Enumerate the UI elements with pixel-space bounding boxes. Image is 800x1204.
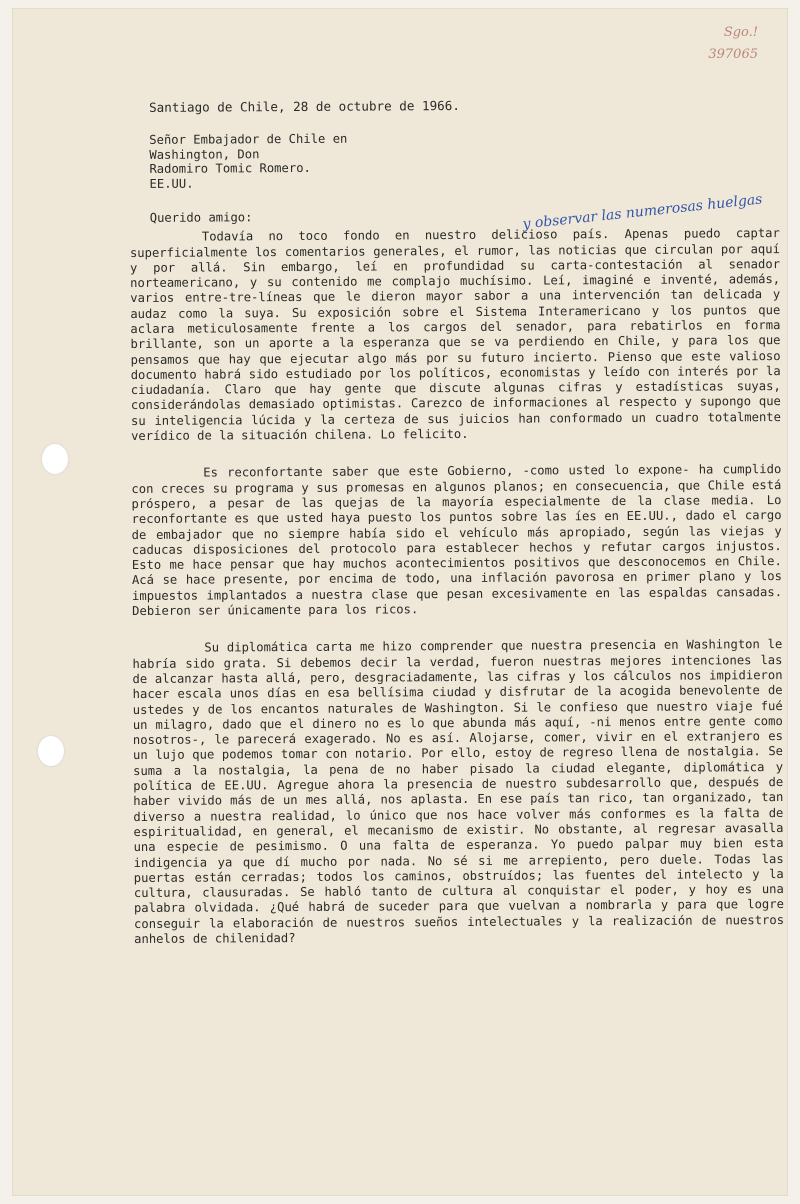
letter-page bbox=[12, 8, 788, 1196]
punch-hole bbox=[42, 444, 68, 474]
address-line: EE.UU. bbox=[149, 176, 194, 191]
recipient-address bbox=[149, 129, 779, 190]
greeting: Querido amigo: bbox=[149, 210, 253, 225]
paragraph-text: Es reconfortante saber que este Gobierno, -como usted lo expone- ha cumplido con creces su programa y sus promesas en algunos planos; en consecuencia, que Chile está próspero, a pesar de las quejas de la mayoría especialmente de la clase media. Lo reconfortante es que usted haya puesto los puntos sobre las íes en EE.UU., dado el cargo de embajador que no siempre había sido el vehículo más apropiado, según las viejas y caducas disposiciones del protocolo para establecer hechos y refutar cargos injustos. Esto me hace pensar que hay muchos acontecimientos positivos que desconocemos en Chile. Acá se hace presente, por encima de todo, una inflación pavorosa en primer plano y los impuestos implantados a nuestra clase que pesan excesivamente en las espaldas cansadas. Debieron ser únicamente para los ricos. bbox=[131, 462, 783, 619]
address-line: Señor Embajador de Chile en bbox=[149, 131, 348, 148]
punch-hole bbox=[38, 736, 64, 766]
archive-mark-line2: 397065 bbox=[708, 47, 758, 62]
paragraph-1 bbox=[130, 226, 781, 444]
letter-body bbox=[129, 96, 784, 969]
archive-mark-line1: Sgo.! bbox=[723, 25, 758, 40]
paragraph-2 bbox=[131, 462, 782, 619]
address-line: Washington, Don bbox=[149, 146, 260, 162]
handwritten-note: y observar las numerosas huelgas bbox=[521, 191, 764, 233]
paragraph-3 bbox=[132, 637, 784, 947]
address-line: Radomiro Tomic Romero. bbox=[149, 160, 311, 176]
archive-mark bbox=[708, 22, 758, 66]
paragraph-text: Su diplomática carta me hizo comprender que nuestra presencia en Washington le habría sido grata. Si debemos decir la verdad, fueron nuestras mejores intenciones las de alcanzar hasta allá, pero, desgraciadamente, las cifras y los cálculos nos impidieron hacer escala unos días en esa bellísima ciudad y disfrutar de la acogida benevolente de ustedes y de los encantos naturales de Washington. Si le confieso que nuestro viaje fué un milagro, dado que el dinero no es lo que abunda más aquí, -ni menos entre gente como nosotros-, le parecerá exagerado. No es así. Alojarse, comer, vivir en el extranjero es un lujo que podemos tomar con notario. Por ello, estoy de regreso llena de nostalgia. Se suma a la nostalgia, la pena de no haber pisado la ciudad elegante, diplomática y política de EE.UU. Agregue ahora la presencia de nuestro subdesarrollo que, después de haber vivido más de un mes allá, nos aplasta. En ese país tan rico, tan organizado, tan diverso a nuestra realidad, lo único que nos hace volver más conformes es la falta de espiritualidad, en general, el mecanismo de existir. No obstante, al regresar avasalla una especie de pesimismo. O una falta de esperanza. Yo puedo palpar muy bien esta indigencia ya que dí mucho por nada. No sé si me arrepiento, pero duele. Todas las puertas están cerradas; todos los caminos, obstruídos; las fuentes del intelecto y la cultura, clausuradas. Se habló tanto de cultura al conquistar el poder, y hoy es una palabra olvidada. ¿Qué habrá de suceder para que vuelvan a nombrarla y para que logre conseguir la elaboración de nuestros sueños intelectuales y la realización de nuestros anhelos de chilenidad? bbox=[132, 637, 785, 946]
paragraph-text: Todavía no toco fondo en nuestro delicioso país. Apenas puedo captar superficialmente los comentarios generales, el rumor, las noticias que circulan por aquí y por allá. Sin embargo, leí en profundidad su carta-contestación al senador norteamericano, y su contenido me complajo muchísimo. Leí, imaginé e inventé, además, varios entre-tre-líneas que le dieron mayor sabor a una intervención tan delicada y audaz como la suya. Su exposición sobre el Sistema Interamericano y los puntos que aclara meticulosamente frente a los cargos del senador, para rebatirlos en forma brillante, son un aporte a la esperanza que se va perdiendo en Chile, y para los que pensamos que hay que ejecutar algo más por su futuro incierto. Pienso que este valioso documento habrá sido estudiado por los políticos, economistas y leído con interés por la ciudadanía. Claro que hay gente que discute algunas cifras y estadísticas suyas, considerándolas demasiado optimistas. Carezco de informaciones al respecto y supongo que su inteligencia lúcida y la certeza de sus juicios han conformado un cuadro totalmente verídico de la situación chilena. Lo felicito. bbox=[129, 226, 781, 444]
date-line: Santiago de Chile, 28 de octubre de 1966. bbox=[148, 97, 460, 115]
